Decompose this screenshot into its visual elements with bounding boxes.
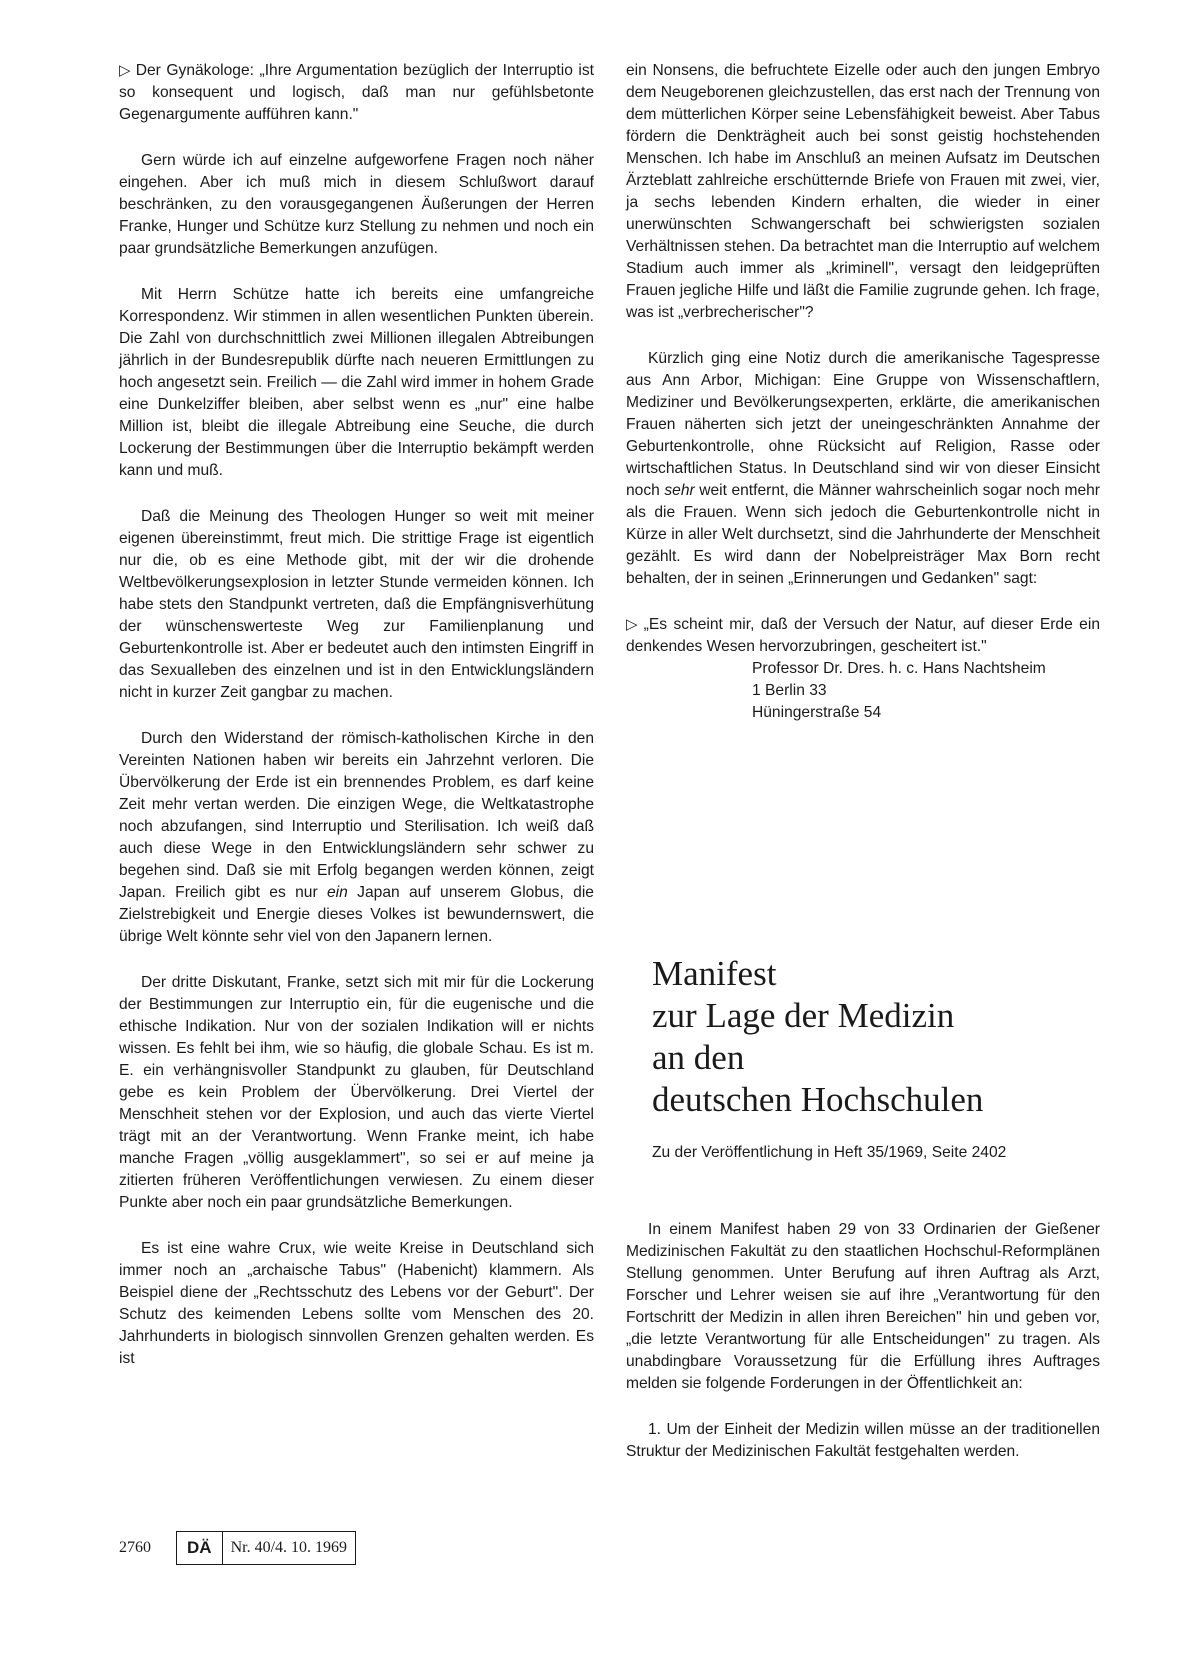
paragraph: Daß die Meinung des Theologen Hunger so weit mit meiner eigenen übereinstimmt, freut mich. Die strittige Frage ist eigentlich nur die, ob es eine Methode gibt, mit der wir die drohende Weltbevölkerungsexplosion in letzter Stunde vermeiden können. Ich habe stets den Standpunkt vertreten, daß die Empfängnisverhütung der wünschenswerteste Weg zur Familienplanung und Geburtenkontrolle ist. Aber er bedeutet auch den intimsten Eingriff in das Sexualleben des einzelnen und ist in den Entwicklungsländern nicht in kurzer Zeit gangbar zu machen. [119,508,594,701]
paragraph: Es ist eine wahre Crux, wie weite Kreise in Deutschland sich immer noch an „archaische Tabus" (Habenicht) klammern. Als Beispiel diene der „Rechtsschutz des Lebens vor der Geburt". Der Schutz des keimenden Lebens sollte vom Menschen des 20. Jahrhunderts in biologisch sinnvollen Grenzen gehalten werden. Es ist [119,1240,594,1367]
paragraph: Kürzlich ging eine Notiz durch die amerikanische Tagespresse aus Ann Arbor, Michigan: Eine Gruppe von Wissenschaftlern, Mediziner und Bevölkerungsexperten, erklärte, die amerikanischen Frauen näherten sich jetzt der uneingeschränkten Annahme der Geburtenkontrolle, ohne Rücksicht auf Religion, Rasse oder wirtschaftlichen Status. In Deutschland sind wir von dieser Einsicht noch sehr weit entfernt, die Männer wahrscheinlich sogar noch mehr als die Frauen. Wenn sich jedoch die Geburtenkontrolle nicht in Kürze in aller Welt durchsetzt, sind die Jahrhunderte der Menschheit gezählt. Es wird dann der Nobelpreisträger Max Born recht behalten, der in seinen „Erinnerungen und Gedanken" sagt: [626,350,1100,587]
triangle-marker-icon: ▷ [119,62,132,79]
journal-box [176,1531,356,1565]
emphasis: sehr [664,482,695,499]
paragraph: 1. Um der Einheit der Medizin willen müsse an der traditionellen Struktur der Medizinischen Fakultät festgehalten werden. [626,1421,1100,1460]
paragraph: ein Nonsens, die befruchtete Eizelle oder auch den jungen Embryo dem Neugeborenen gleichzustellen, das erst nach der Trennung von dem mütterlichen Körper seine Lebensfähigkeit beweist. Aber Tabus fördern die Denkträgheit auch bei sonst geistig hochstehenden Menschen. Ich habe im Anschluß an meinen Aufsatz im Deutschen Ärzteblatt zahlreiche erschütternde Briefe von Frauen mit zwei, vier, ja sechs lebenden Kindern erhalten, die wieder in einer unerwünschten Schwangerschaft bei schwierigsten sozialen Verhältnissen stehen. Da betrachtet man die Interruptio auf welchem Stadium auch immer als „kriminell", versagt den leidgeprüften Frauen jegliche Hilfe und läßt die Familie zugrunde gehen. Ich frage, was ist „verbrecherischer"? [626,62,1100,321]
article-body [626,1219,1100,1463]
paragraph: Der dritte Diskutant, Franke, setzt sich mit mir für die Lockerung der Bestimmungen zur Interruptio ein, für die eugenische und die ethische Indikation. Nur von der sozialen Indikation will er nichts wissen. Es fehlt bei ihm, wie so häufig, die globale Schau. Es ist m. E. ein verhängnisvoller Standpunkt zu glauben, für Deutschland gebe es kein Problem der Übervölkerung. Drei Viertel der Menschheit stehen vor der Explosion, und auch das vierte Viertel trägt mit an der Verantwortung. Wenn Franke meint, ich habe manche Fragen „völlig ausgeklammert", so sei er auf meine ja zitierten früheren Veröffentlichungen verwiesen. Zu einem dieser Punkte aber noch ein paar grundsätzliche Bemerkungen. [119,974,594,1211]
title-line: Manifest [652,954,777,993]
signature-name: Professor Dr. Dres. h. c. Hans Nachtsheim [752,660,1046,677]
quote-paragraph: ▷ Der Gynäkologe: „Ihre Argumentation bezüglich der Interruptio ist so konsequent und logisch, daß man nur gefühlsbetonte Gegenargumente aufführen kann." [119,62,595,123]
paragraph: Durch den Widerstand der römisch-katholischen Kirche in den Vereinten Nationen haben wir bereits ein Jahrzehnt verloren. Die Übervölkerung der Erde ist ein brennendes Problem, es darf keine Zeit mehr vertan werden. Die einzigen Wege, die Weltkatastrophe noch abzufangen, sind Interruptio und Sterilisation. Ich weiß daß auch diese Wege in den Entwicklungsländern sehr schwer zu begehen sind. Daß sie mit Erfolg begangen werden können, zeigt Japan. Freilich gibt es nur ein Japan auf unserem Globus, die Zielstrebigkeit und Energie dieses Volkes ist bewundernswert, die übrige Welt könnte sehr viel von den Japanern lernen. [119,730,594,945]
issue-info: Nr. 40/4. 10. 1969 [230,1539,348,1556]
title-line: deutschen Hochschulen [652,1080,984,1119]
paragraph: In einem Manifest haben 29 von 33 Ordinarien der Gießener Medizinischen Fakultät zu den staatlichen Hochschul-Reformplänen Stellung genommen. Unter Berufung auf ihren Auftrag als Arzt, Forscher und Lehrer weisen sie auf ihre „Verantwortung für den Fortschritt der Medizin in allen ihren Bereichen" hin und geben vor, „die letzte Verantwortung für alle Entscheidungen" zu tragen. Als unabdingbare Voraussetzung für die Erfüllung ihres Auftrages melden sie folgende Forderungen in der Öffentlichkeit an: [626,1221,1100,1392]
triangle-marker-icon: ▷ [626,616,640,633]
signature-street: Hüningerstraße 54 [752,704,882,721]
article-subtitle: Zu der Veröffentlichung in Heft 35/1969, Seite 2402 [652,1144,1007,1161]
journal-abbreviation: DÄ [177,1532,223,1564]
emphasis: ein [327,884,348,901]
right-column [626,60,1100,724]
title-line: zur Lage der Medizin [652,996,955,1035]
left-column [119,60,594,1370]
paragraph: Mit Herrn Schütze hatte ich bereits eine umfangreiche Korrespondenz. Wir stimmen in allen wesentlichen Punkten überein. Die Zahl von durchschnittlich zwei Millionen illegalen Abtreibungen jährlich in der Bundesrepublik dürfte nach neueren Ermittlungen zu hoch angesetzt sein. Freilich — die Zahl wird immer in hohem Grade eine Dunkelziffer bleiben, aber selbst wenn es „nur" eine halbe Million ist, bleibt die illegale Abtreibung eine Seuche, die durch Lockerung der Bestimmungen über die Interruptio bekämpft werden kann und muß. [119,286,594,479]
page-number: 2760 [119,1539,151,1556]
article-title [652,953,1092,1121]
title-line: an den [652,1038,745,1077]
signature-city: 1 Berlin 33 [752,682,827,699]
quote-paragraph: ▷ „Es scheint mir, daß der Versuch der Natur, auf dieser Erde ein denkendes Wesen hervorzubringen, gescheitert ist." [626,616,1100,655]
paragraph: Gern würde ich auf einzelne aufgeworfene Fragen noch näher eingehen. Aber ich muß mich in diesem Schlußwort darauf beschränken, zu den vorausgegangenen Äußerungen der Herren Franke, Hunger und Schütze kurz Stellung zu nehmen und noch ein paar grundsätzliche Bemerkungen anzufügen. [119,152,594,257]
signature-block [752,658,1100,724]
